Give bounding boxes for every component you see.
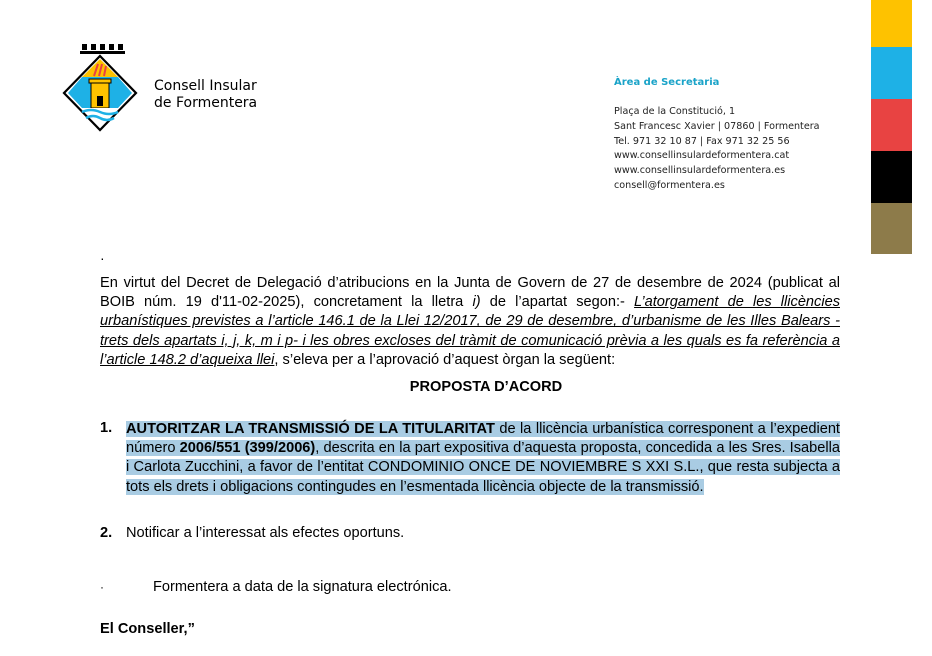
color-strip-gold bbox=[871, 203, 912, 254]
signature-line: Formentera a data de la signatura electrónica. bbox=[153, 579, 452, 595]
intro-part3: , s’eleva per a l’aprovació d’aquest òrgan la següent: bbox=[274, 351, 616, 368]
leading-dot: · bbox=[100, 250, 105, 266]
contact-website-cat[interactable]: www.consellinsulardeformentera.cat bbox=[614, 150, 790, 162]
contact-address: Plaça de la Constitució, 1 bbox=[614, 106, 736, 117]
intro-quote: L’atorgament de les llicències urbanístiques previstes a l’article 146.1 de la Llei 12/2017, de 29 de desembre, d’urbanisme de les Illes Balears -trets dels apartats i, j, k, m i p- i les obres excloses del tràmit de comunicació prèvia a les quals es fa referència a l’article 148.2 d’aqueixa llei bbox=[100, 294, 840, 368]
item1-text2: , descrita en la part expositiva d’aquesta proposta, concedida a les Sres. Isabella i Carlota Zucchini, a favor de l’entitat CONDOMINIO ONCE DE NOVIEMBRE S XXI S.L., que resta subjecta a tots els drets i obligacions contingudes en l’esmentada llicència objecte de la transmissió. bbox=[126, 440, 840, 495]
intro-part2: de l’apartat segon:- bbox=[480, 294, 635, 311]
item1-text bbox=[126, 420, 840, 497]
color-strip-yellow bbox=[871, 0, 912, 47]
middle-dot: · bbox=[100, 580, 104, 594]
contact-website-es[interactable]: www.consellinsulardeformentera.es bbox=[614, 165, 786, 177]
coat-of-arms-logo bbox=[60, 42, 140, 134]
contact-block bbox=[614, 105, 820, 194]
item1-text1: de la llicència urbanística corresponent a l’expedient número bbox=[126, 421, 840, 457]
item1-expedient: 2006/551 (399/2006) bbox=[179, 440, 316, 457]
color-strip-red bbox=[871, 99, 912, 151]
color-strip-blue bbox=[871, 47, 912, 99]
org-name-line2: de Formentera bbox=[154, 95, 258, 111]
org-name-line1: Consell Insular bbox=[154, 78, 257, 94]
intro-part1: En virtut del Decret de Delegació d’atribucions en la Junta de Govern de 27 de desembre de 2024 (publicat al BOIB núm. 19 d'11-02-2025), concretament la lletra bbox=[100, 275, 840, 311]
intro-paragraph bbox=[100, 274, 840, 370]
color-strip-black bbox=[871, 151, 912, 203]
item1-highlighted bbox=[126, 421, 840, 495]
contact-city: Sant Francesc Xavier | 07860 | Formentera bbox=[614, 120, 820, 132]
item1-bold: AUTORITZAR LA TRANSMISSIÓ DE LA TITULARITAT bbox=[126, 421, 495, 437]
organization-name bbox=[154, 78, 257, 112]
contact-email[interactable]: consell@formentera.es bbox=[614, 179, 725, 191]
item1-number: 1. bbox=[100, 420, 113, 436]
item2-number: 2. bbox=[100, 525, 113, 541]
item2-text: Notificar a l’interessat als efectes oportuns. bbox=[126, 525, 405, 541]
signer-title: El Conseller,” bbox=[100, 621, 195, 637]
contact-phone: Tel. 971 32 10 87 | Fax 971 32 25 56 bbox=[614, 135, 790, 147]
intro-letter: i) bbox=[472, 294, 481, 311]
proposal-heading: PROPOSTA D’ACORD bbox=[409, 379, 563, 395]
area-title: Àrea de Secretaria bbox=[614, 77, 720, 88]
